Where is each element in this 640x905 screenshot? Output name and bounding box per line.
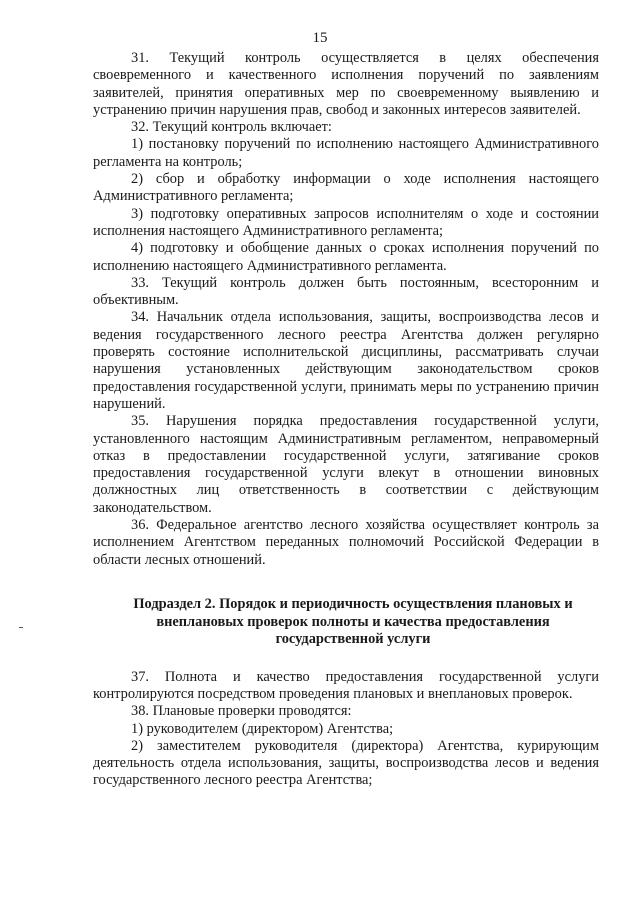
paragraph-33: 33. Текущий контроль должен быть постоянным, всесторонним и объективным.: [93, 274, 599, 309]
list-item-32-1: 1) постановку поручений по исполнению настоящего Административного регламента на контроль;: [93, 136, 599, 170]
paragraph-31: 31. Текущий контроль осуществляется в целях обеспечения своевременного и качественного исполнения поручений по заявлениям заявителей, принятия оперативных мер по своевременному выявлению и устранению причин нарушения прав, свобод и законных интересов заявителей.: [93, 50, 599, 118]
paragraph-35: 35. Нарушения порядка предоставления государственной услуги, установленного настоящим Административным регламентом, неправомерный отказ в предоставлении государственной услуги, затягивание сроков предоставления государственной услуги влекут в отношении виновных должностных лиц ответственность в соответствии с действующим законодательством.: [93, 413, 599, 516]
paragraph-34: 34. Начальник отдела использования, защиты, воспроизводства лесов и ведения государственного лесного реестра Агентства должен регулярно проверять состояние исполнительской дисциплины, рассматривать случаи нарушения установленных действующим законодательством сроков предоставления государственной услуги, принимать меры по устранению причин нарушений.: [93, 309, 599, 412]
page-number: 15: [312, 30, 328, 46]
list-item-38-2: 2) заместителем руководителя (директора) Агентства, курирующим деятельность отдела использования, защиты, воспроизводства лесов и ведения государственного лесного реестра Агентства;: [93, 737, 599, 789]
paragraph-36: 36. Федеральное агентство лесного хозяйства осуществляет контроль за исполнением Агентством переданных полномочий Российской Федерации в области лесных отношений.: [93, 517, 599, 568]
paragraph-32: 32. Текущий контроль включает:: [131, 119, 332, 136]
paragraph-38: 38. Плановые проверки проводятся:: [131, 703, 352, 720]
paragraph-37: 37. Полнота и качество предоставления государственной услуги контролируются посредством проведения плановых и внеплановых проверок.: [93, 668, 599, 702]
list-item-32-4: 4) подготовку и обобщение данных о сроках исполнения поручений по исполнению настоящего Административного регламента.: [93, 240, 599, 274]
list-item-32-2: 2) сбор и обработку информации о ходе исполнения настоящего Административного регламента;: [93, 171, 599, 205]
section-heading: Подраздел 2. Порядок и периодичность осуществления плановых и внеплановых проверок полноты и качества предоставления государственной услуги: [133, 595, 573, 648]
list-item-32-3: 3) подготовку оперативных запросов исполнителям о ходе и состоянии исполнения настоящего Административного регламента;: [93, 205, 599, 239]
margin-mark: [19, 627, 23, 628]
list-item-38-1: 1) руководителем (директором) Агентства;: [131, 720, 394, 737]
document-body: [93, 50, 599, 790]
